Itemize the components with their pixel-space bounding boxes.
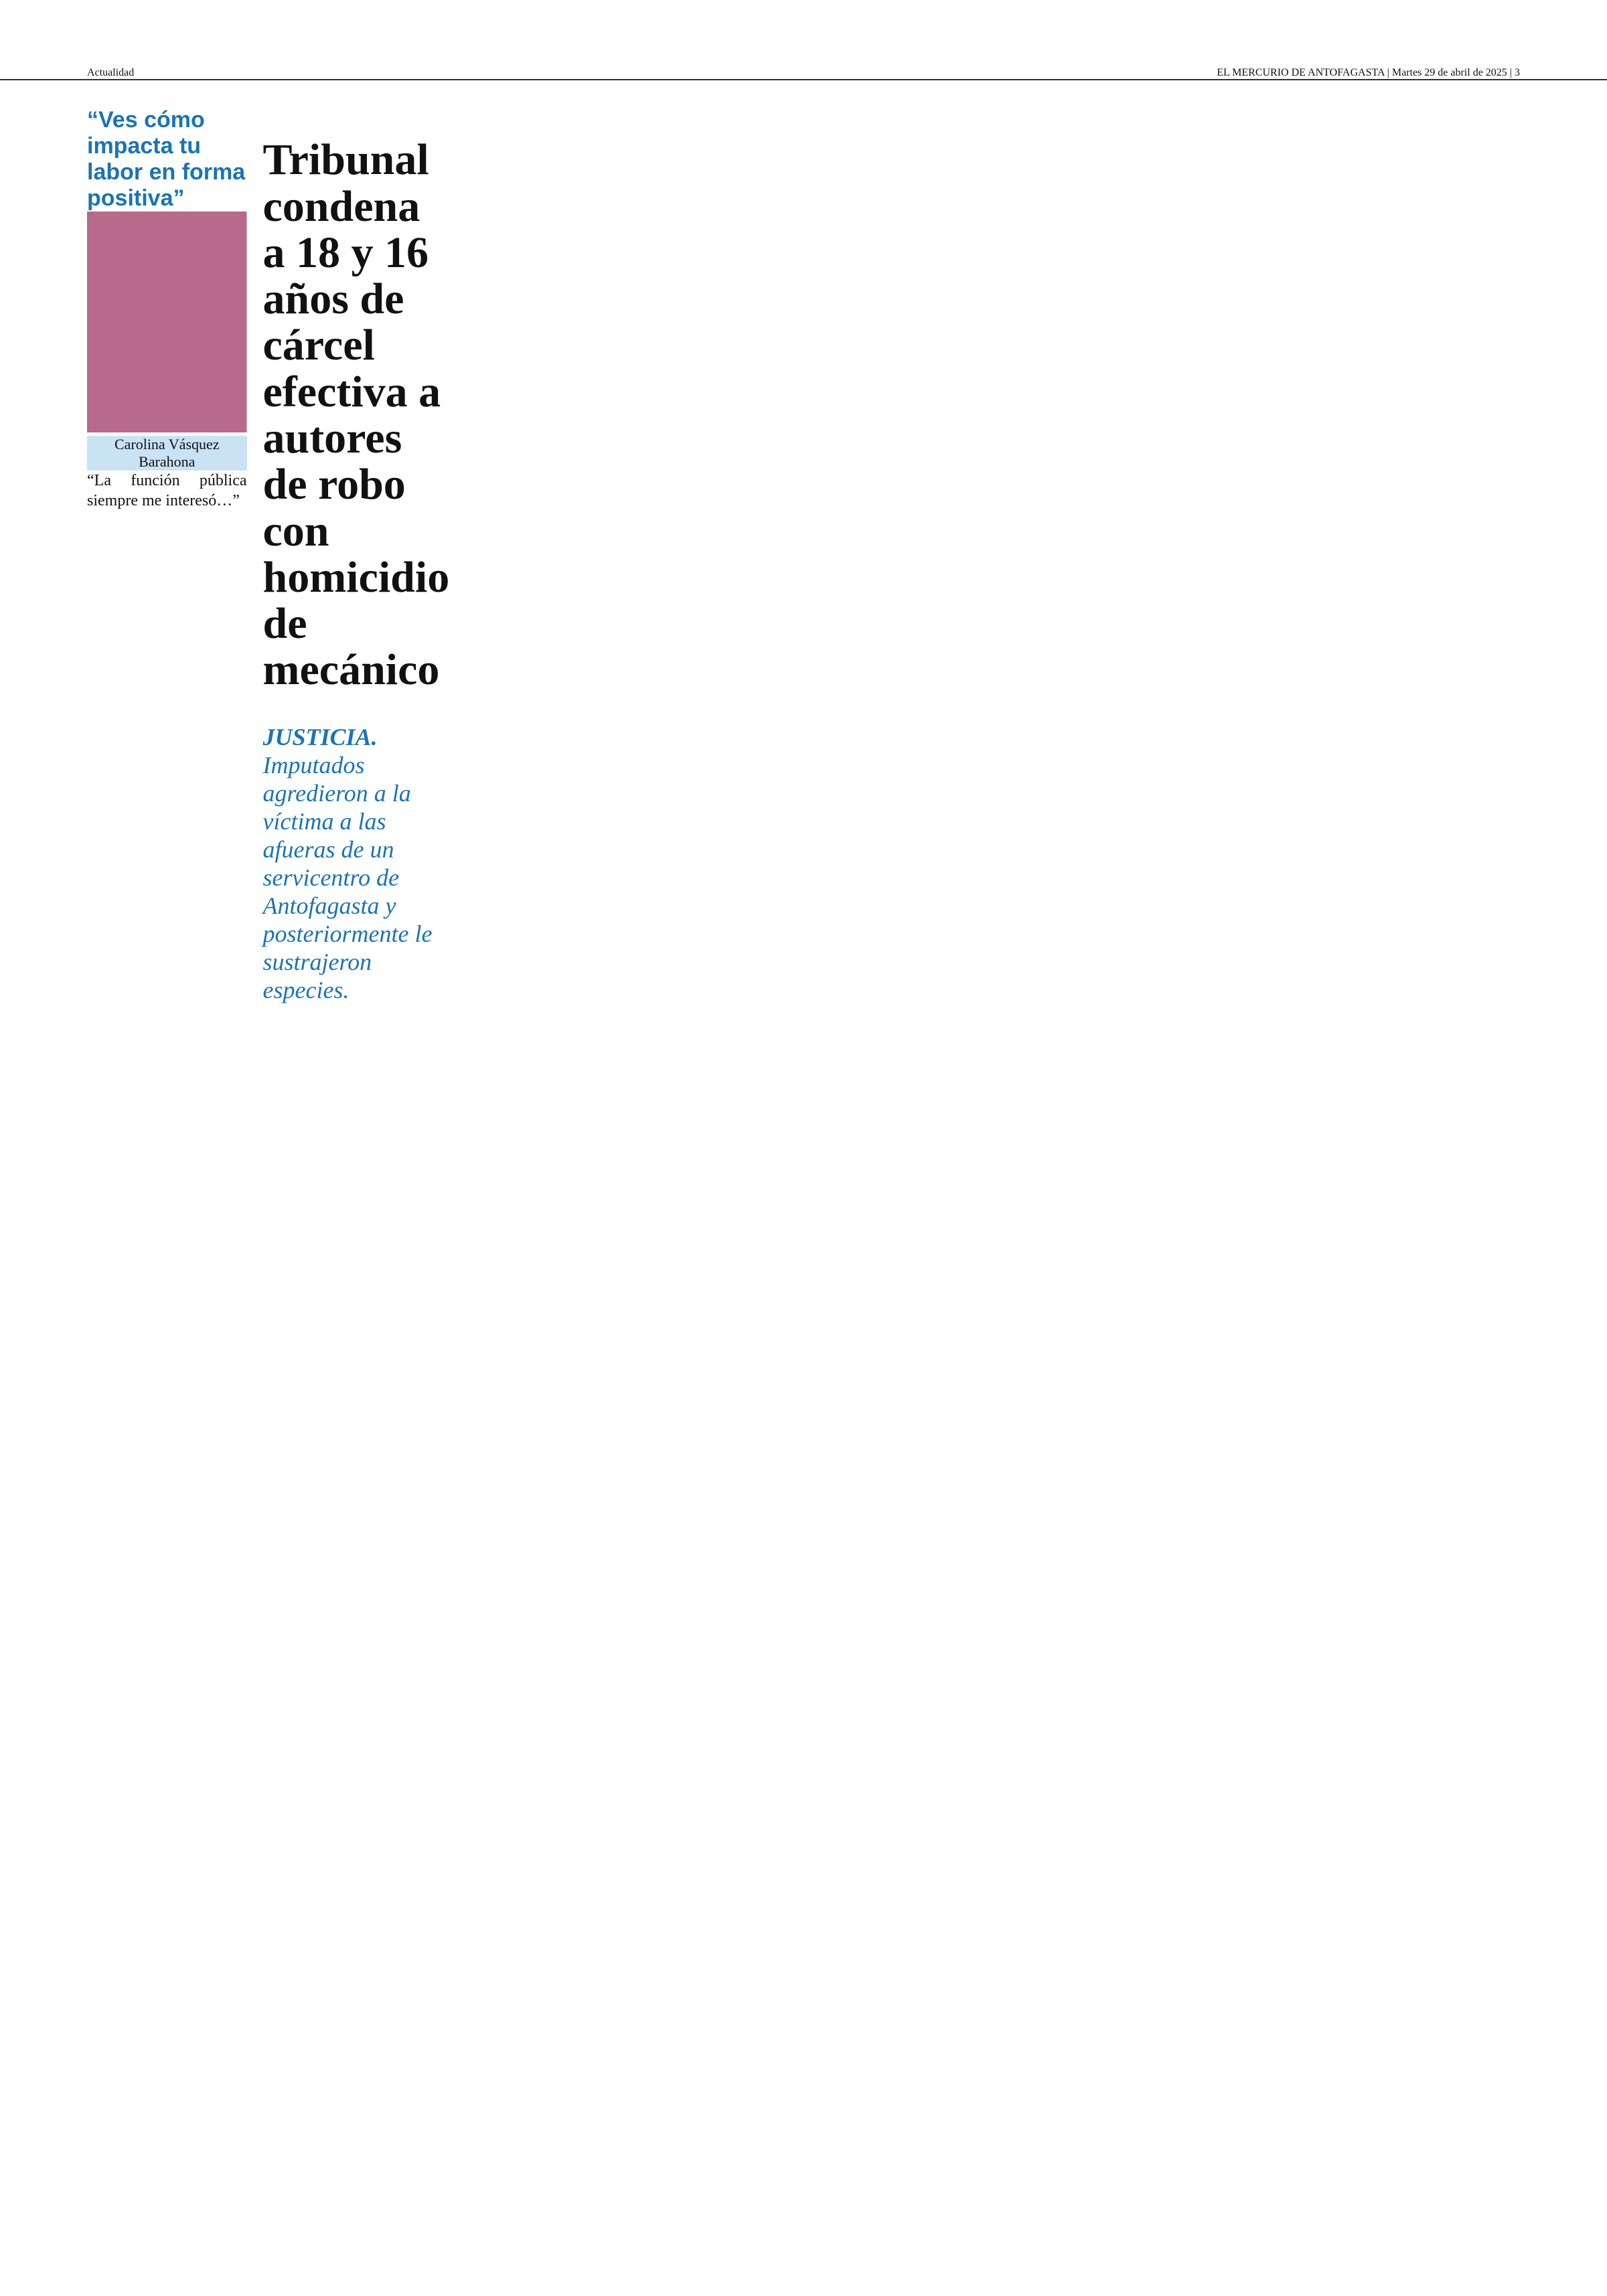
section-name: Actualidad — [87, 67, 135, 78]
masthead: EL MERCURIO DE ANTOFAGASTA | Martes 29 de abril de 2025 | 3 — [1217, 67, 1520, 78]
testimonial-body: “La función pública siempre me interesó…” — [87, 472, 247, 509]
dek: JUSTICIA. Imputados agredieron a la víctima a las afueras de un servicentro de Antofagasta y posteriormente le sustrajeron especies. — [262, 724, 433, 1003]
headline: Tribunal condena a 18 y 16 años de cárcel efectiva a autores de robo con homicidio de mecánico — [262, 135, 450, 695]
portrait-photo — [87, 212, 247, 432]
testimonial-1 — [87, 107, 247, 1028]
caption-name: Carolina Vásquez Barahona — [87, 436, 247, 471]
testimonial-quote: “Ves cómo impacta tu labor en forma positiva” — [87, 107, 246, 211]
page-header — [0, 0, 1607, 80]
main-article — [263, 107, 450, 1028]
